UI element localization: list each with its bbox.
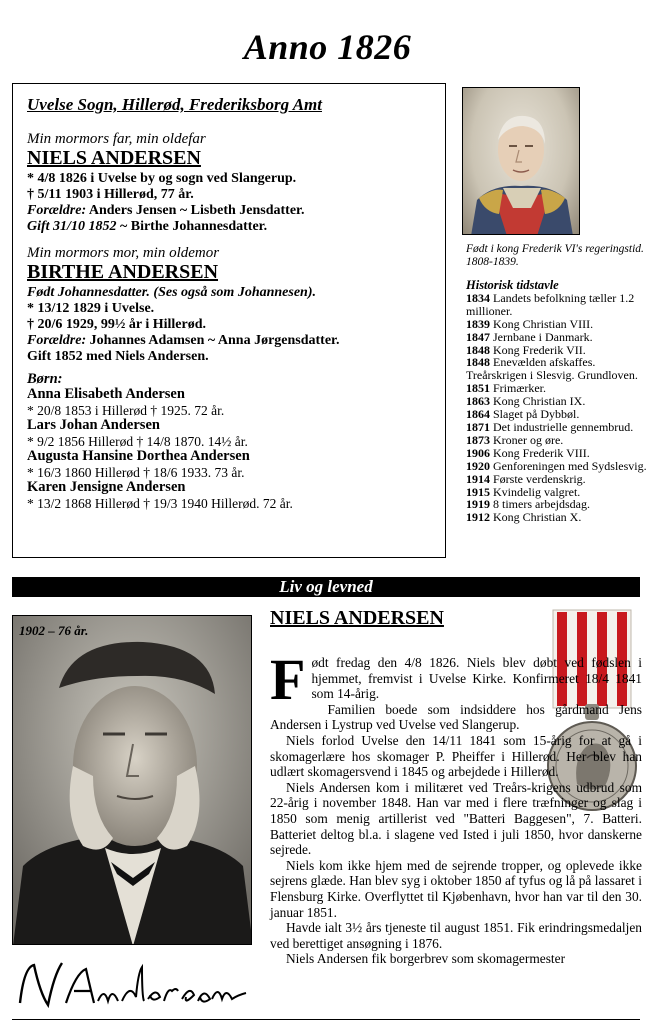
- article-paragraph: Familien boede som indsiddere hos gårdmand Jens Andersen i Lystrup ved Uvelse ved Slangerup.: [270, 701, 642, 733]
- list-item: 1847 Jernbane i Danmark.: [466, 329, 593, 344]
- drop-cap: F: [270, 647, 306, 712]
- article-paragraph: Niels kom ikke hjem med de sejrende tropper, og oplevede ikke sejrens glæde. Han blev syg i oktober 1850 af tyfus og lå på lassaret i Flensburg Kirke. Overflyttet til Kjøbenhavn, hvor han var til den 30. januar 1851.: [270, 857, 642, 920]
- list-item: 1863 Kong Christian IX.: [466, 394, 586, 409]
- list-item: 1914 Første verdenskrig.: [466, 471, 586, 486]
- parish-heading: Uvelse Sogn, Hillerød, Frederiksborg Amt: [27, 95, 322, 114]
- family-record-box: [12, 83, 446, 558]
- article-paragraph: Havde ialt 3½ års tjeneste til august 1851. Fik erindringsmedaljen ved berettiget ansøgning i 1876.: [270, 920, 642, 951]
- list-item: [27, 480, 445, 511]
- list-item: 1864 Slaget på Dybbøl.: [466, 407, 580, 422]
- father-married: Gift 31/10 1852 ~ Birthe Johannesdatter.: [27, 219, 268, 234]
- signature-image: [14, 953, 254, 1015]
- mother-relation: Min mormors mor, min oldemor: [27, 245, 220, 261]
- list-item: 1912 Kong Christian X.: [466, 510, 582, 525]
- child-name: Karen Jensigne Andersen: [27, 479, 186, 495]
- children-list: [27, 387, 445, 511]
- list-item: 1919 8 timers arbejdsdag.: [466, 497, 590, 512]
- signature: [14, 953, 254, 1015]
- king-portrait-image: [463, 88, 580, 235]
- child-info: * 20/8 1853 i Hillerød † 1925. 72 år.: [27, 402, 225, 418]
- mother-died: † 20/6 1929, 99½ år i Hillerød.: [27, 317, 207, 332]
- child-info: * 9/2 1856 Hillerød † 14/8 1870. 14½ år.: [27, 433, 248, 449]
- king-caption: Født i kong Frederik VI's regeringstid. 1808-1839.: [466, 243, 644, 268]
- father-relation: Min mormors far, min oldefar: [27, 131, 206, 147]
- list-item: 1848 Kong Frederik VII.: [466, 342, 586, 357]
- mother-parents: Forældre: Johannes Adamsen ~ Anna Jørgensdatter.: [27, 333, 340, 348]
- article-paragraph: Født fredag den 4/8 1826. Niels blev døbt ved fødslen i hjemmet, fremvist i Uvelse Kirke. Konfirmeret 18/4 1841 som 14-årig.: [270, 647, 642, 712]
- article-paragraph: Niels Andersen kom i militæret ved Treårs-krigens udbrud som 22-årig i november 1848. Han var med i flere træfninger og slag i 1850 som menig artillerist ved "Batteri Baggesen", 7. Batteri. Batteriet deltog bl.a. i slagene ved Isted i juli 1850, hvor danskerne sejrede.: [270, 779, 642, 858]
- list-item: [27, 418, 445, 449]
- father-parents: Forældre: Anders Jensen ~ Lisbeth Jensdatter.: [27, 203, 305, 218]
- father-born: * 4/8 1826 i Uvelse by og sogn ved Slangerup.: [27, 171, 297, 186]
- list-item: 1873 Kroner og øre.: [466, 432, 564, 447]
- historical-timeline: [466, 279, 652, 524]
- list-item: 1848 Enevælden afskaffes. Treårskrigen i Slesvig. Grundloven.: [466, 355, 638, 383]
- mother-born: * 13/12 1829 i Uvelse.: [27, 301, 155, 316]
- mother-note: Født Johannesdatter. (Ses også som Johannesen).: [27, 285, 316, 300]
- child-name: Anna Elisabeth Andersen: [27, 386, 185, 402]
- child-name: Augusta Hansine Dorthea Andersen: [27, 448, 250, 464]
- list-item: 1851 Frimærker.: [466, 381, 546, 396]
- mother-married: Gift 1852 med Niels Andersen.: [27, 349, 209, 364]
- list-item: 1834 Landets befolkning tæller 1.2 millioner.: [466, 290, 635, 318]
- article-body: [270, 647, 642, 967]
- portrait-photo-image: [13, 616, 252, 945]
- timeline-heading: Historisk tidstavle: [466, 278, 559, 292]
- page-title: Anno 1826: [243, 27, 412, 67]
- list-item: 1915 Kvindelig valgret.: [466, 484, 581, 499]
- child-info: * 13/2 1868 Hillerød † 19/3 1940 Hillerød. 72 år.: [27, 495, 293, 511]
- list-item: 1906 Kong Frederik VIII.: [466, 445, 590, 460]
- child-info: * 16/3 1860 Hillerød † 18/6 1933. 73 år.: [27, 464, 245, 480]
- list-item: 1871 Det industrielle gennembrud.: [466, 419, 634, 434]
- father-died: † 5/11 1903 i Hillerød, 77 år.: [27, 187, 194, 202]
- child-name: Lars Johan Andersen: [27, 417, 160, 433]
- article-title: NIELS ANDERSEN: [270, 607, 444, 629]
- list-item: 1839 Kong Christian VIII.: [466, 316, 594, 331]
- article-paragraph: Niels Andersen fik borgerbrev som skomagermester: [286, 951, 566, 967]
- section-band: Liv og levned: [12, 577, 640, 597]
- list-item: 1920 Genforeningen med Sydslesvig.: [466, 458, 647, 473]
- list-item: [27, 449, 445, 480]
- king-portrait: [462, 87, 580, 235]
- mother-name: BIRTHE ANDERSEN: [27, 261, 219, 283]
- father-name: NIELS ANDERSEN: [27, 147, 201, 169]
- list-item: [27, 387, 445, 418]
- bottom-divider: [12, 1019, 640, 1020]
- article-paragraph: Niels forlod Uvelse den 14/11 1841 som 15-årig for at gå i skomagerlære hos skomager P. Pheiffer i Hillerød. Her blev han udlært skomagersvend i 1845 og arbejdede i Hillerød.: [270, 732, 642, 780]
- children-heading: Børn:: [27, 371, 63, 387]
- portrait-photo: [12, 615, 252, 945]
- photo-caption: 1902 – 76 år.: [19, 623, 89, 638]
